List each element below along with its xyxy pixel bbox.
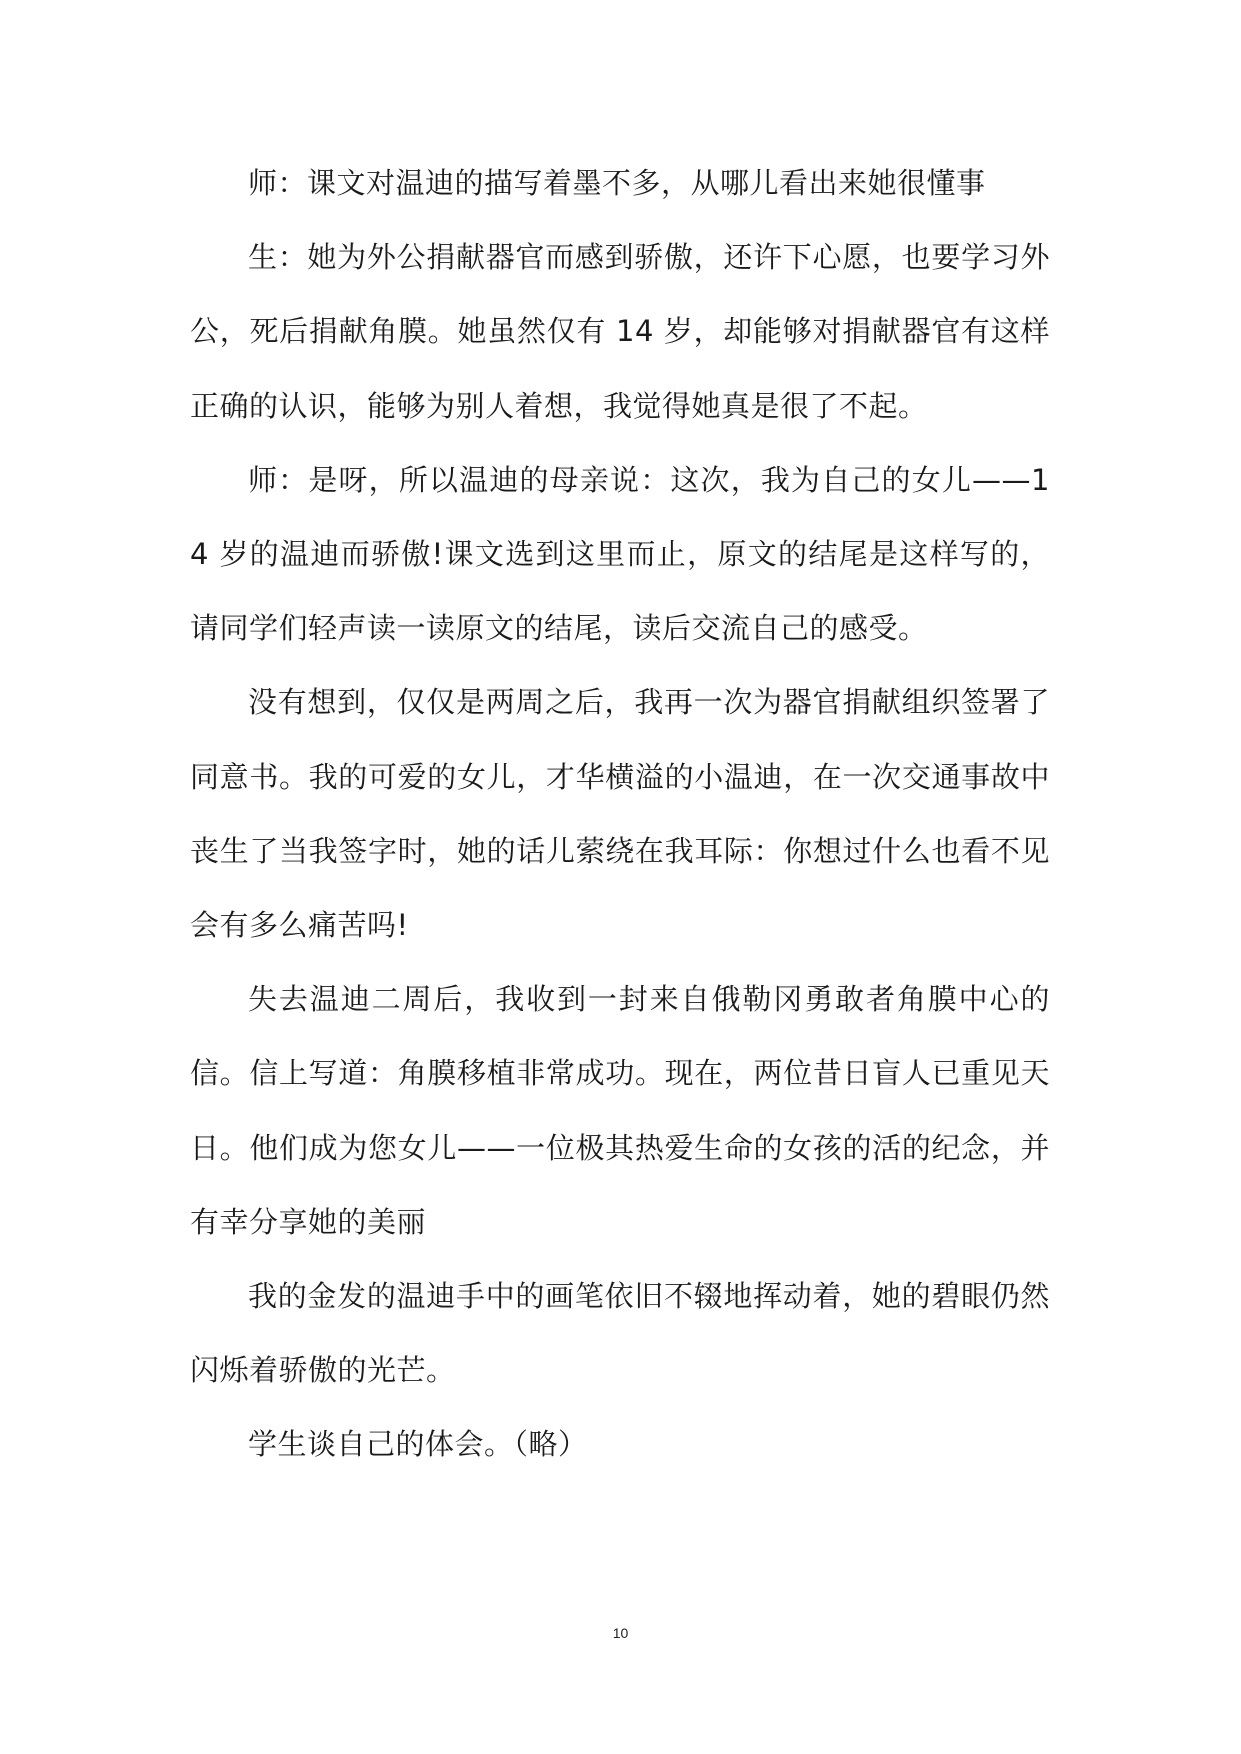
paragraph-original-ending-3: 我的金发的温迪手中的画笔依旧不辍地挥动着，她的碧眼仍然闪烁着骄傲的光芒。 — [190, 1279, 1050, 1388]
paragraph-teacher-reply: 师：是呀，所以温迪的母亲说：这次，我为自己的女儿——14 岁的温迪而骄傲!课文选到这里而止，原文的结尾是这样写的，请同学们轻声读一读原文的结尾，读后交流自己的感受。 — [190, 462, 1050, 646]
page-number: 10 — [612, 1625, 629, 1641]
paragraph-original-ending-2: 失去温迪二周后，我收到一封来自俄勒冈勇敢者角膜中心的信。信上写道：角膜移植非常成功。现在，两位昔日盲人已重见天日。他们成为您女儿——一位极其热爱生命的女孩的活的纪念，并有幸分享她的美丽 — [190, 982, 1050, 1239]
paragraph-teacher-question: 师：课文对温迪的描写着墨不多，从哪儿看出来她很懂事 — [248, 166, 986, 200]
paragraph-student-reflection: 学生谈自己的体会。（略） — [248, 1427, 588, 1462]
document-body — [190, 146, 1050, 1482]
paragraph-student-answer: 生：她为外公捐献器官而感到骄傲，还许下心愿，也要学习外公，死后捐献角膜。她虽然仅有 14 岁，却能够对捐献器官有这样正确的认识，能够为别人着想，我觉得她真是很了不起。 — [190, 240, 1050, 423]
paragraph-original-ending-1: 没有想到，仅仅是两周之后，我再一次为器官捐献组织签署了同意书。我的可爱的女儿，才华横溢的小温迪，在一次交通事故中丧生了当我签字时，她的话儿萦绕在我耳际：你想过什么也看不见会有多么痛苦吗! — [190, 685, 1050, 943]
